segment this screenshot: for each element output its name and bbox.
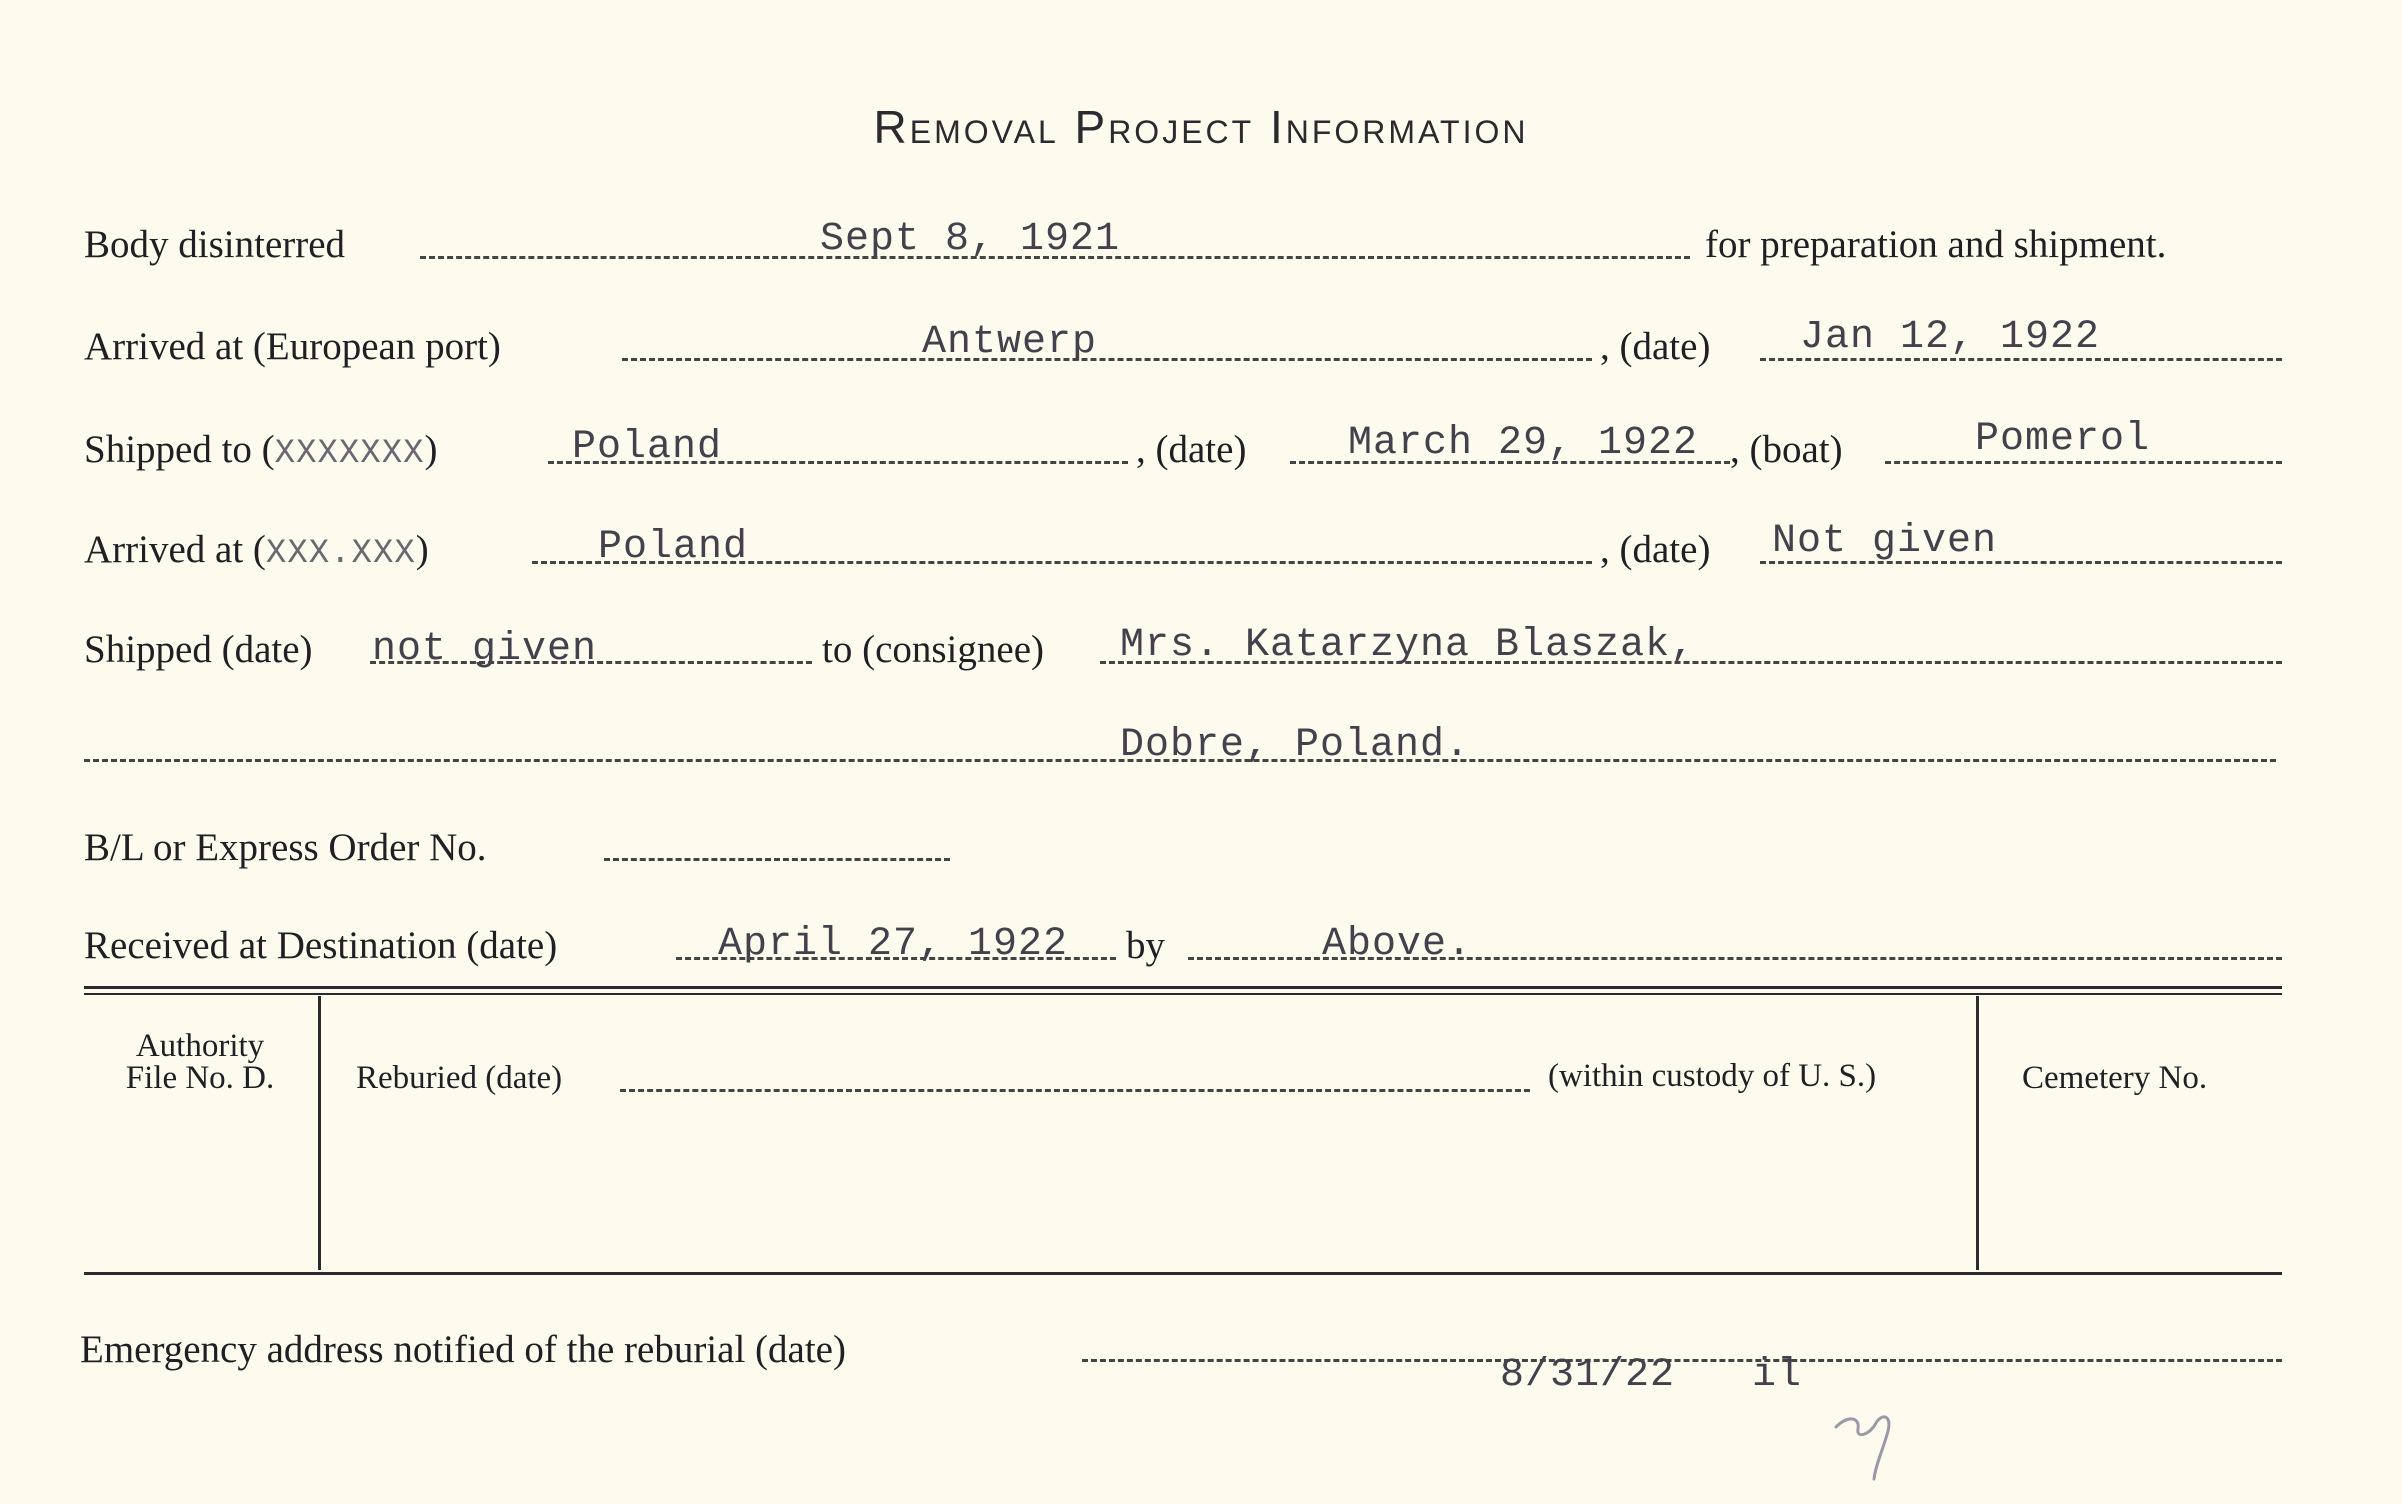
table-col-divider-1 xyxy=(318,996,321,1270)
shipped-to-date-label: , (date) xyxy=(1136,428,1247,471)
arrived-eu-line xyxy=(622,358,1592,361)
page-title: Removal Project Information xyxy=(873,101,1529,153)
cemetery-label: Cemetery No. xyxy=(2022,1060,2208,1096)
arrived-eu-date-label: , (date) xyxy=(1600,325,1711,368)
shipped-to-boat-value: Pomerol xyxy=(1975,417,2151,462)
consignee-value: Mrs. Katarzyna Blaszak, xyxy=(1120,623,1696,668)
arrived-at-label: Arrived at (XXX.XXX) xyxy=(84,528,429,573)
received-label: Received at Destination (date) xyxy=(84,924,558,967)
struck-text: XXX.XXX xyxy=(265,535,416,573)
authority-label-1: Authority xyxy=(135,1028,265,1064)
emergency-line xyxy=(1082,1359,2282,1362)
struck-text: XXXXXXX xyxy=(274,435,425,473)
table-top-rule-2 xyxy=(84,993,2282,995)
arrived-at-value: Poland xyxy=(598,525,749,570)
shipped-date-value: not given xyxy=(372,627,598,672)
consignee-label: to (consignee) xyxy=(822,628,1045,671)
received-by-value: Above. xyxy=(1322,922,1473,967)
disinterred-label: Body disinterred xyxy=(84,223,346,266)
arrived-eu-label: Arrived at (European port) xyxy=(84,325,501,368)
bl-order-label: B/L or Express Order No. xyxy=(84,826,487,869)
table-col-divider-2 xyxy=(1976,996,1979,1270)
handwritten-mark-icon xyxy=(1830,1405,1920,1485)
shipped-to-label: Shipped to (XXXXXXX) xyxy=(84,428,438,473)
reburied-label: Reburied (date) xyxy=(356,1060,563,1096)
arrived-eu-date-value: Jan 12, 1922 xyxy=(1800,315,2101,360)
shipped-to-boat-label: , (boat) xyxy=(1730,428,1843,471)
reburied-line xyxy=(620,1089,1530,1092)
authority-label-2: File No. D. xyxy=(125,1060,275,1096)
consignee-value-2: Dobre, Poland. xyxy=(1120,723,1471,768)
emergency-value: 8/31/22 xyxy=(1500,1353,1676,1398)
received-by-label: by xyxy=(1126,924,1165,967)
arrived-at-date-value: Not given xyxy=(1772,519,1998,564)
shipped-to-date-value: March 29, 1922 xyxy=(1348,421,1699,466)
disinterred-value: Sept 8, 1921 xyxy=(820,217,1121,262)
shipped-to-value: Poland xyxy=(572,425,723,470)
arrived-eu-value: Antwerp xyxy=(922,320,1098,365)
bl-order-line xyxy=(604,858,950,861)
custody-label: (within custody of U. S.) xyxy=(1548,1058,1877,1094)
emergency-label: Emergency address notified of the reburial (date) xyxy=(80,1328,846,1371)
shipped-date-label: Shipped (date) xyxy=(84,628,313,671)
arrived-at-date-label: , (date) xyxy=(1600,528,1711,571)
disinterred-suffix: for preparation and shipment. xyxy=(1705,223,2167,266)
emergency-initials: il xyxy=(1752,1353,1803,1398)
table-bottom-rule xyxy=(84,1272,2282,1275)
received-value: April 27, 1922 xyxy=(718,922,1069,967)
table-top-rule xyxy=(84,986,2282,989)
